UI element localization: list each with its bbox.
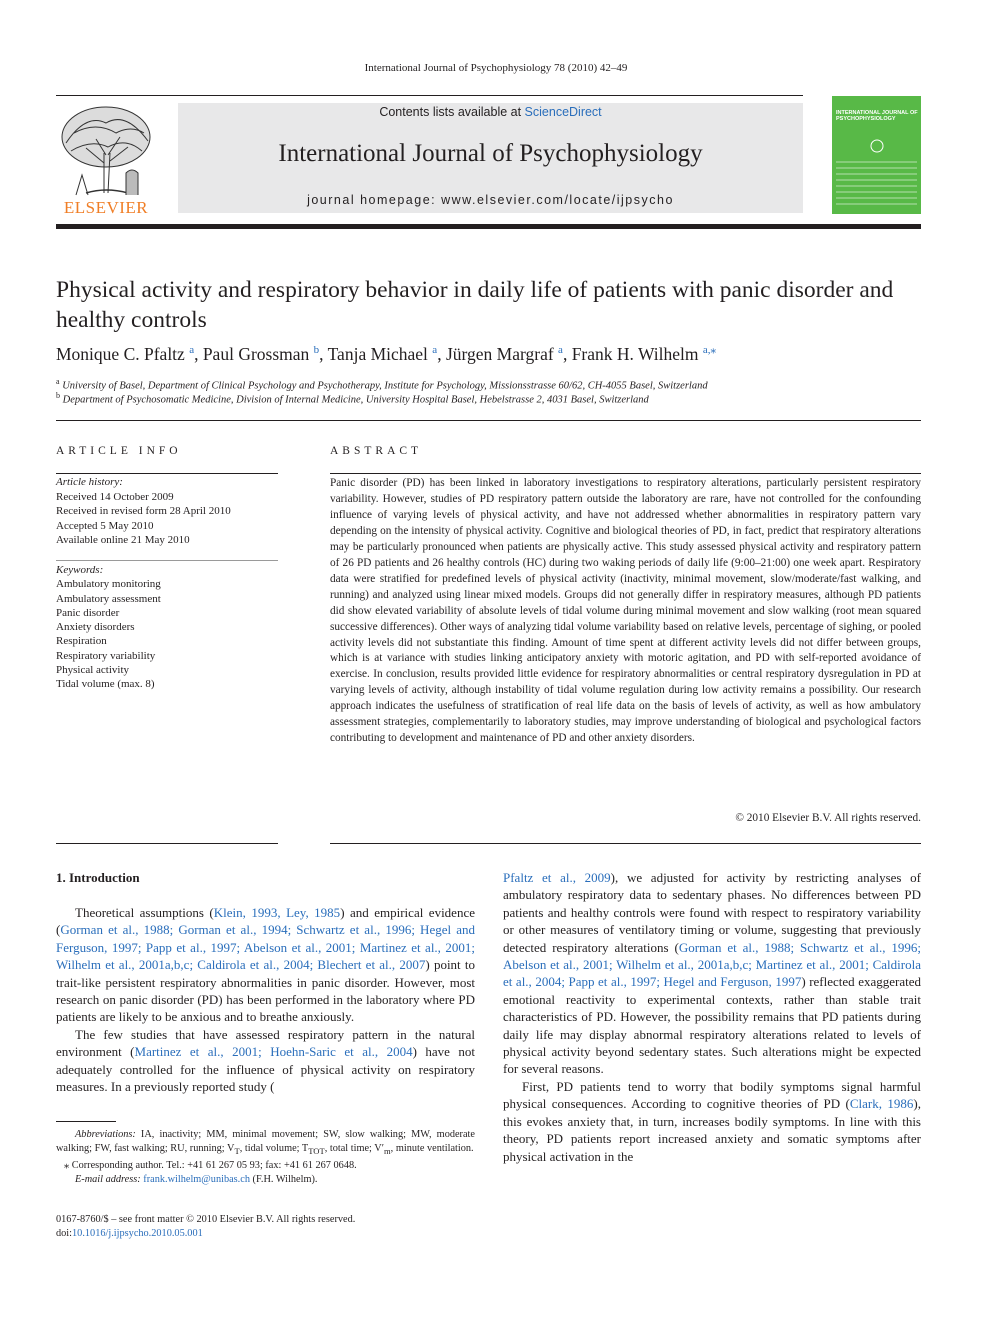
cover-pattern-icon — [832, 126, 921, 214]
history-label: Article history: — [56, 476, 123, 488]
author-affil-marker[interactable]: a — [189, 344, 195, 356]
affiliation-marker: a — [56, 377, 60, 386]
body-text: ) have not adequately controlled for the influence of physical activity on respiratory measures. In a previously reported study ( — [56, 1044, 475, 1095]
author-affil-marker[interactable]: a,⁎ — [702, 344, 717, 356]
affiliation-marker: b — [56, 391, 60, 400]
section-heading-introduction: 1. Introduction — [56, 870, 140, 885]
author-name[interactable]: Tanja Michael — [327, 343, 428, 364]
author-affil-marker[interactable]: a — [432, 344, 438, 356]
doi-line — [56, 1227, 475, 1241]
article-info-rule — [56, 473, 278, 474]
contents-line — [178, 105, 803, 119]
history-item: Accepted 5 May 2010 — [56, 519, 154, 532]
body-text: First, PD patients tend to worry that bodily symptoms signal harmful physical consequences. According to cognitive theories of PD ( — [503, 1078, 921, 1112]
body-column-left — [56, 904, 475, 1095]
body-text: ) and empirical evidence ( — [56, 905, 475, 938]
issn-doi-block — [56, 1213, 475, 1242]
citation-link[interactable]: Gorman et al., 1988; Schwartz et al., 1996; Abelson et al., 2001; Wilhelm et al., 2001a,b,c; Martinez et al., 2001; Caldirola et al., 2004; Papp et al., 1997; Hegel and Ferguson, 1997 — [503, 939, 921, 990]
keyword-item: Respiration — [56, 635, 107, 648]
author-name[interactable]: Jürgen Margraf — [445, 343, 554, 364]
tree-icon — [56, 103, 156, 198]
body-text: ) point to trait-like persistent respiratory abnormalities in panic disorder. However, most research on panic disorder (PD) has been performed in the laboratory where PD patients are likely to be anxious and to breathe anxiously. — [56, 957, 475, 1025]
intro-paragraph-2-continued — [503, 869, 921, 1078]
corresponding-author-footnote: ⁎ Corresponding author. Tel.: +41 61 267 05 93; fax: +41 61 267 0648. — [64, 1159, 357, 1171]
homepage-link[interactable]: www.elsevier.com/locate/ijpsycho — [441, 193, 674, 207]
author-affil-marker[interactable]: a — [558, 344, 563, 356]
homepage-line — [178, 193, 803, 207]
info-top-rule — [56, 420, 921, 421]
footnotes — [56, 1128, 475, 1187]
subscript: TOT — [308, 1146, 325, 1157]
cover-title: INTERNATIONAL JOURNAL OF PSYCHOPHYSIOLOGY — [836, 110, 918, 122]
intro-paragraph-3 — [503, 1078, 921, 1165]
citation-link[interactable]: Gorman et al., 1988; Gorman et al., 1994; Schwartz et al., 1996; Hegel and Ferguson, 1997; Papp et al., 1997; Abelson et al., 2001; Martinez et al., 2001; Wilhelm et al., 2001a,b,c; Caldirola et al., 2004; Blechert et al., 2007 — [56, 922, 475, 973]
abstract-rule — [330, 473, 921, 474]
intro-paragraph-2-start — [56, 1026, 475, 1096]
abstract-bottom-rule — [330, 843, 921, 844]
doi-link[interactable]: 10.1016/j.ijpsycho.2010.05.001 — [72, 1228, 203, 1240]
email-label: E-mail address: — [75, 1173, 144, 1185]
author-list: Monique C. Pfaltz $^a$, Paul Grossman $^b$, Tanja Michael $^a$, Jürgen Margraf $^a$, Frank H. Wilhelm $^{a,⁎}$ — [56, 343, 717, 364]
author-name[interactable]: Paul Grossman — [202, 343, 310, 364]
article-info-bottom-rule — [56, 843, 278, 844]
citation-link[interactable]: Martinez et al., 2001; Hoehn-Saric et al., 2004 — [134, 1044, 413, 1060]
body-text: ) reflected exaggerated emotional reactivity to experimental contexts, rather than stable trait characteristics of PD. However, the possibility remains that PD patients during daily life may display abnormal respiratory alterations related to levels of physical activity beyond sedentary states. Such alterations might be expected for several reasons. — [503, 974, 921, 1077]
email-footnote — [56, 1173, 475, 1187]
keywords-label: Keywords: — [56, 564, 104, 576]
citation-link[interactable]: Klein, 1993, Ley, 1985 — [213, 905, 341, 920]
abbreviations-text: , tidal volume; T — [239, 1143, 309, 1155]
homepage-prefix: journal homepage: — [307, 193, 442, 207]
keyword-item: Ambulatory assessment — [56, 592, 161, 605]
abstract-heading: ABSTRACT — [330, 445, 423, 457]
header-top-rule — [56, 95, 803, 96]
citation-link[interactable]: Clark, 1986 — [849, 1096, 914, 1112]
affiliation-text: Department of Psychosomatic Medicine, Division of Internal Medicine, University Hospital Basel, Hebelstrasse 2, 4031 Basel, Switzerland — [62, 394, 649, 406]
journal-cover-thumbnail[interactable] — [832, 96, 921, 214]
subscript: m — [383, 1146, 391, 1157]
article-title: Physical activity and respiratory behavior in daily life of patients with panic disorder and healthy controls — [56, 277, 894, 333]
abbreviations-text: , total time; V′ — [324, 1143, 384, 1155]
author-name[interactable]: Frank H. Wilhelm — [571, 343, 699, 364]
keyword-item: Anxiety disorders — [56, 621, 135, 634]
history-item: Available online 21 May 2010 — [56, 534, 190, 546]
citation-link[interactable]: Pfaltz et al., 2009 — [503, 870, 611, 885]
email-link[interactable]: frank.wilhelm@unibas.ch — [143, 1173, 250, 1185]
body-text: ), we adjusted for activity by restricting analyses of ambulatory respiratory data to sedentary phases. No differences between PD patients and healthy controls were found with respect to respiratory variability or other measures of ventilatory timing or volume, suggesting that previously detected respiratory alterations ( — [503, 870, 921, 955]
journal-name: International Journal of Psychophysiology — [278, 140, 703, 167]
abbreviations-label: Abbreviations: — [75, 1129, 136, 1140]
abbreviations-footnote — [56, 1128, 475, 1159]
issn-line: 0167-8760/$ – see front matter © 2010 Elsevier B.V. All rights reserved. — [56, 1214, 356, 1225]
body-column-right — [503, 869, 921, 1165]
body-text: Theoretical assumptions ( — [75, 905, 214, 920]
article-info-heading: ARTICLE INFO — [56, 445, 182, 457]
affiliation-text: University of Basel, Department of Clinical Psychology and Psychotherapy, Institute for Psychology, Missionsstrasse 60/62, CH-4055 Basel, Switzerland — [62, 380, 708, 392]
keyword-item: Ambulatory monitoring — [56, 578, 161, 591]
affiliation-a — [56, 377, 921, 392]
keyword-item: Respiratory variability — [56, 649, 156, 662]
history-item: Received in revised form 28 April 2010 — [56, 505, 231, 517]
abbreviations-text: IA, inactivity; MM, minimal movement; SW, slow walking; MW, moderate walking; FW, fast walking; RU, running; V — [56, 1129, 475, 1155]
keywords-rule — [56, 560, 278, 561]
sciencedirect-link[interactable]: ScienceDirect — [524, 105, 602, 119]
doi-label: doi: — [56, 1228, 73, 1240]
abbreviations-text: , minute ventilation. — [390, 1143, 474, 1155]
abstract-text: Panic disorder (PD) has been linked in laboratory investigations to respiratory alterations, particularly persistent respiratory variability. However, studies of PD respiratory pattern outside the laboratory are rare, have not controlled for the confounding influence of varying levels of physical activity, and have not addressed whether abnormalities in respiratory pattern vary depending on the intensity of physical activity. Cognitive and biological theories of PD, in fact, predict that respiratory alterations may be particularly pronounced when patients are physically active. This study assessed physical activity and respiratory pattern of 26 PD patients and 26 healthy controls (HC) during two waking periods of daily life (9:00–21:00) one week apart. Respiratory data were stratified for predefined levels of physical activity (inactivity, minimal movement, slow/moderate/fast walking, and running) and analyzed using linear mixed models. Groups did not generally differ in respiratory measures, although PD patients did show elevated variability of absolute levels of tidal volume during minimal movement and slow walking (root mean squared successive differences). Other ways of analyzing tidal volume variability based on relative levels, percentage of sighing, or pooled activity levels did not substantiate this finding. Amount of time spent at different activity levels did not differ between groups, which is at variance with studies linking anticipatory anxiety with motoric agitation, and PD with self-reported avoidance of exercise. In conclusion, results provided little evidence for respiratory abnormalities or central respiratory dysregulation in PD at varying levels of activity, although instability of tidal volume regulation during low activity remains a possibility. Our research approach indicates the usefulness of stratification of real life data on the basis of levels of activity, as well as how ambulatory assessment strategies, complementarily to laboratory studies, may improve understanding of biological and psychological factors contributing to development and maintenance of PD and other anxiety disorders. — [330, 477, 921, 745]
article-history — [56, 475, 278, 548]
keywords-block — [56, 563, 278, 692]
body-text: ), this evokes anxiety that, in turn, increases bodily symptoms. In line with this theory, PD patients report increased anxiety and somatic symptoms after physical activation in the — [503, 1096, 921, 1164]
intro-paragraph-1 — [56, 904, 475, 1026]
author-affil-marker[interactable]: b — [313, 344, 320, 356]
keyword-item: Physical activity — [56, 664, 130, 677]
author-name[interactable]: Monique C. Pfaltz — [56, 343, 185, 364]
contents-prefix: Contents lists available at — [379, 105, 525, 119]
history-item: Received 14 October 2009 — [56, 490, 174, 503]
affiliation-b — [56, 391, 921, 406]
copyright-line: © 2010 Elsevier B.V. All rights reserved. — [735, 812, 921, 824]
keyword-item: Panic disorder — [56, 606, 120, 619]
footnote-rule — [56, 1121, 116, 1122]
email-suffix: (F.H. Wilhelm). — [249, 1173, 318, 1185]
body-text: The few studies that have assessed respiratory pattern in the natural environment ( — [56, 1026, 475, 1060]
subscript: T — [234, 1146, 240, 1157]
journal-citation: International Journal of Psychophysiology 78 (2010) 42–49 — [364, 62, 628, 74]
elsevier-wordmark: ELSEVIER — [63, 198, 149, 217]
keyword-item: Tidal volume (max. 8) — [56, 678, 155, 691]
header-bottom-rule — [56, 224, 921, 229]
